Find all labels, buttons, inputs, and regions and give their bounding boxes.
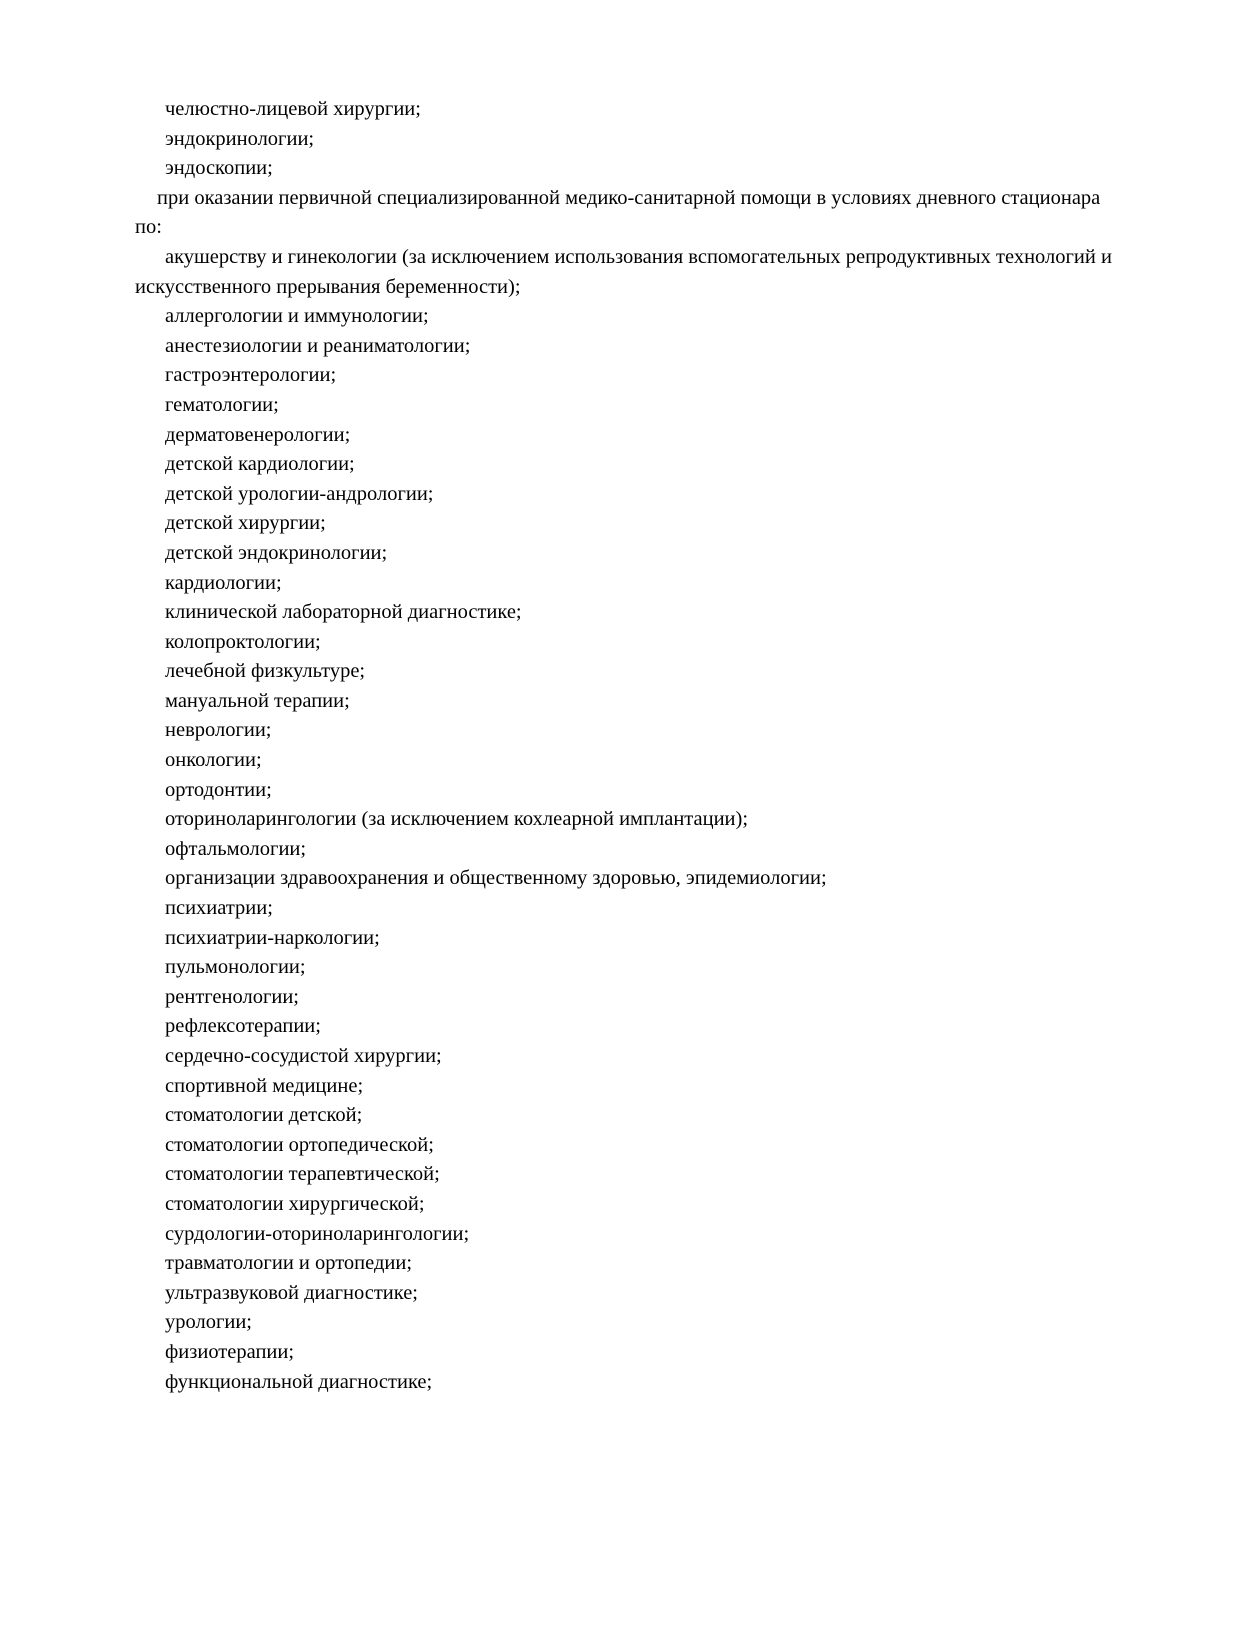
list-item: эндокринологии; (165, 127, 315, 150)
list-item: лечебной физкультуре; (165, 660, 366, 683)
list-item: стоматологии детской; (165, 1104, 363, 1127)
list-item: детской урологии-андрологии; (165, 482, 434, 505)
list-item: мануальной терапии; (165, 689, 350, 712)
document-body (135, 95, 1120, 1397)
list-item: физиотерапии; (165, 1340, 295, 1363)
list-item: дерматовенерологии; (165, 423, 351, 446)
list-item: травматологии и ортопедии; (165, 1252, 413, 1275)
list-item: эндоскопии; (165, 157, 273, 180)
paragraph: при оказании первичной специализированной медико-санитарной помощи в условиях дневного стационара по: (135, 186, 1101, 239)
list-item: ультразвуковой диагностике; (165, 1281, 418, 1304)
list-item: психиатрии-наркологии; (165, 926, 380, 949)
list-item: кардиологии; (165, 571, 282, 594)
list-item: челюстно-лицевой хирургии; (165, 98, 421, 120)
list-item: стоматологии терапевтической; (165, 1163, 440, 1186)
list-item: детской кардиологии; (165, 453, 355, 476)
list-item: гастроэнтерологии; (165, 364, 337, 387)
list-item: стоматологии хирургической; (165, 1192, 425, 1215)
list-item: анестезиологии и реаниматологии; (165, 334, 471, 357)
list-item: акушерству и гинекологии (за исключением использования вспомогательных репродуктивных технологий и искусственного прерывания беременности); (135, 245, 1112, 298)
list-item: урологии; (165, 1311, 253, 1334)
list-item: стоматологии ортопедической; (165, 1133, 434, 1156)
list-item: сердечно-сосудистой хирургии; (165, 1045, 442, 1067)
list-item: рентгенологии; (165, 985, 299, 1008)
list-item: ортодонтии; (165, 778, 272, 801)
list-item: оториноларингологии (за исключением кохлеарной имплантации); (165, 808, 749, 831)
list-item: аллергологии и иммунологии; (165, 305, 429, 328)
list-item: функциональной диагностике; (165, 1370, 433, 1393)
list-item: детской хирургии; (165, 512, 326, 535)
list-item: пульмонологии; (165, 956, 306, 979)
list-item: офтальмологии; (165, 837, 307, 860)
list-item: детской эндокринологии; (165, 541, 388, 564)
list-item: гематологии; (165, 393, 279, 416)
list-item: неврологии; (165, 719, 272, 742)
list-item: рефлексотерапии; (165, 1015, 321, 1038)
list-item: онкологии; (165, 749, 262, 772)
list-item: психиатрии; (165, 897, 273, 920)
list-item: организации здравоохранения и общественному здоровью, эпидемиологии; (165, 867, 827, 890)
list-item: клинической лабораторной диагностике; (165, 601, 522, 624)
list-item: сурдологии-оториноларингологии; (165, 1222, 470, 1245)
list-item: спортивной медицине; (165, 1074, 364, 1097)
list-item: колопроктологии; (165, 630, 321, 653)
